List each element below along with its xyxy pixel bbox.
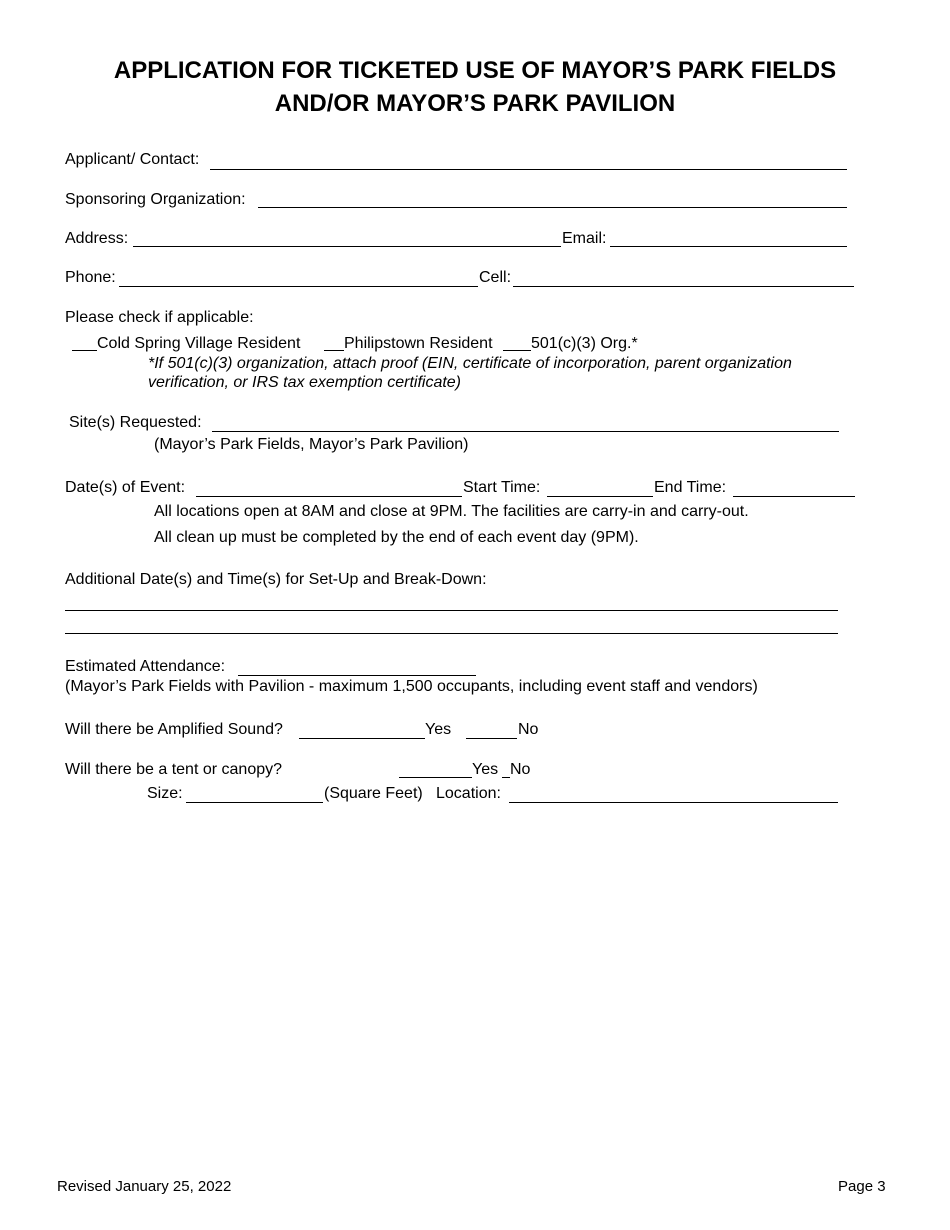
phone-field[interactable]: [119, 271, 478, 287]
tent-no-line[interactable]: [502, 763, 510, 778]
form-title-line2: AND/OR MAYOR’S PARK PAVILION: [274, 90, 676, 117]
sponsor-label: Sponsoring Organization:: [65, 191, 246, 208]
cell-field[interactable]: [513, 271, 854, 287]
address-label: Address:: [65, 230, 129, 247]
event-dates-field[interactable]: [196, 481, 462, 497]
tent-size-unit: (Square Feet): [324, 785, 423, 802]
applicant-label: Applicant/ Contact:: [65, 151, 200, 168]
501c3-note-line2: verification, or IRS tax exemption certificate): [148, 374, 462, 391]
applicable-heading: Please check if applicable:: [65, 309, 254, 326]
phone-label: Phone:: [65, 269, 116, 286]
sound-no-line[interactable]: [466, 724, 517, 739]
page-number: Page 3: [838, 1178, 886, 1195]
hours-note: All locations open at 8AM and close at 9PM. The facilities are carry-in and carry-out.: [154, 503, 749, 520]
applicant-field[interactable]: [210, 154, 847, 170]
address-field[interactable]: [133, 232, 561, 247]
start-time-label: Start Time:: [463, 479, 541, 496]
501c3-note-line1: *If 501(c)(3) organization, attach proof (EIN, certificate of incorporation, parent organization: [148, 355, 792, 372]
sound-no-label: No: [518, 721, 539, 738]
site-hint: (Mayor’s Park Fields, Mayor’s Park Pavilion): [154, 436, 469, 453]
tent-yes-line[interactable]: [399, 763, 472, 778]
email-field[interactable]: [610, 232, 847, 247]
cold-spring-option: Cold Spring Village Resident: [97, 335, 301, 352]
cold-spring-checkbox-line[interactable]: [72, 337, 97, 351]
additional-field-line2[interactable]: [65, 618, 838, 634]
501c3-checkbox-line[interactable]: [503, 337, 531, 351]
form-title-line1: APPLICATION FOR TICKETED USE OF MAYOR’S PARK FIELDS: [113, 57, 837, 84]
email-label: Email:: [562, 230, 607, 247]
tent-label: Will there be a tent or canopy?: [65, 761, 283, 778]
revised-date: Revised January 25, 2022: [57, 1178, 232, 1195]
sound-label: Will there be Amplified Sound?: [65, 721, 283, 738]
sound-yes-label: Yes: [425, 721, 452, 738]
end-time-label: End Time:: [654, 479, 727, 496]
philipstown-option: Philipstown Resident: [344, 335, 493, 352]
tent-size-label: Size:: [147, 785, 183, 802]
cell-label: Cell:: [479, 269, 512, 286]
cleanup-note: All clean up must be completed by the end of each event day (9PM).: [154, 529, 639, 546]
attendance-note: (Mayor’s Park Fields with Pavilion - maximum 1,500 occupants, including event staff and vendors): [65, 678, 758, 695]
501c3-option: 501(c)(3) Org.*: [531, 335, 638, 352]
start-time-field[interactable]: [547, 481, 653, 497]
tent-location-label: Location:: [436, 785, 501, 802]
site-label: Site(s) Requested:: [69, 414, 202, 431]
philipstown-checkbox-line[interactable]: [324, 337, 344, 351]
additional-label: Additional Date(s) and Time(s) for Set-Up and Break-Down:: [65, 571, 487, 588]
tent-size-field[interactable]: [186, 788, 323, 803]
tent-location-field[interactable]: [509, 788, 838, 803]
attendance-field[interactable]: [238, 661, 476, 676]
tent-no-label: No: [510, 761, 531, 778]
attendance-label: Estimated Attendance:: [65, 658, 226, 675]
end-time-field[interactable]: [733, 481, 855, 497]
sound-yes-line[interactable]: [299, 724, 425, 739]
tent-yes-label: Yes: [472, 761, 499, 778]
sponsor-field[interactable]: [258, 192, 847, 208]
site-field[interactable]: [212, 416, 839, 432]
additional-field-line1[interactable]: [65, 595, 838, 611]
event-dates-label: Date(s) of Event:: [65, 479, 186, 496]
